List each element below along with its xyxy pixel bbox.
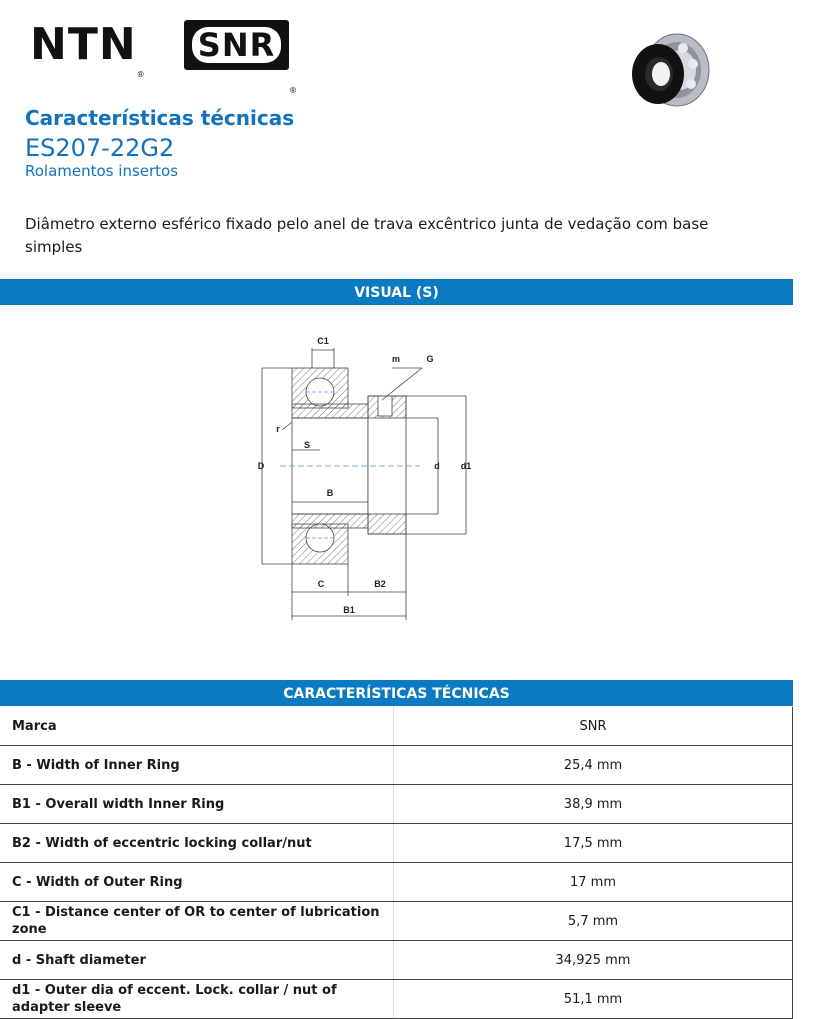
spec-value: 17,5 mm xyxy=(394,824,793,863)
technical-drawing xyxy=(250,330,490,625)
page-title: Características técnicas xyxy=(25,106,295,130)
specs-section-header: CARACTERÍSTICAS TÉCNICAS xyxy=(0,680,793,706)
table-row xyxy=(0,941,793,980)
product-model: ES207-22G2 xyxy=(25,134,175,162)
spec-label: B1 - Overall width Inner Ring xyxy=(0,785,394,824)
label-d1: d1 xyxy=(460,461,472,471)
snr-logo: SNR ® xyxy=(184,20,297,70)
label-d: d xyxy=(434,461,440,471)
label-d-outer: D xyxy=(257,461,265,471)
product-category: Rolamentos insertos xyxy=(25,162,179,180)
label-c: C xyxy=(317,579,325,589)
label-m: m xyxy=(391,354,401,364)
table-row xyxy=(0,746,793,785)
label-r: r xyxy=(276,424,280,434)
label-s: S xyxy=(303,440,311,450)
label-b: B xyxy=(326,488,334,498)
specs-table xyxy=(0,707,793,1019)
bearing-product-image xyxy=(625,30,715,112)
product-description: Diâmetro externo esférico fixado pelo anel de trava excêntrico junta de vedação com base simples xyxy=(25,215,709,256)
visual-section-header: VISUAL (S) xyxy=(0,279,793,305)
spec-label: B - Width of Inner Ring xyxy=(0,746,394,785)
table-row xyxy=(0,785,793,824)
table-row xyxy=(0,824,793,863)
spec-value: 5,7 mm xyxy=(394,902,793,941)
spec-value: SNR xyxy=(394,707,793,746)
label-g: G xyxy=(426,354,434,364)
spec-value: 17 mm xyxy=(394,863,793,902)
table-row xyxy=(0,902,793,941)
label-b2: B2 xyxy=(374,579,386,589)
spec-label: Marca xyxy=(0,707,394,746)
spec-value: 51,1 mm xyxy=(394,980,793,1019)
spec-label: C1 - Distance center of OR to center of lubrication zone xyxy=(0,902,394,941)
table-row xyxy=(0,707,793,746)
spec-value: 25,4 mm xyxy=(394,746,793,785)
spec-label: B2 - Width of eccentric locking collar/nut xyxy=(0,824,394,863)
spec-label: d - Shaft diameter xyxy=(0,941,394,980)
spec-label: d1 - Outer dia of eccent. Lock. collar / nut of adapter sleeve xyxy=(0,980,394,1019)
table-row xyxy=(0,863,793,902)
label-b1: B1 xyxy=(343,605,355,615)
ntn-logo: NTN® xyxy=(30,19,146,79)
spec-value: 34,925 mm xyxy=(394,941,793,980)
spec-value: 38,9 mm xyxy=(394,785,793,824)
spec-label: C - Width of Outer Ring xyxy=(0,863,394,902)
label-c1: C1 xyxy=(317,336,329,346)
